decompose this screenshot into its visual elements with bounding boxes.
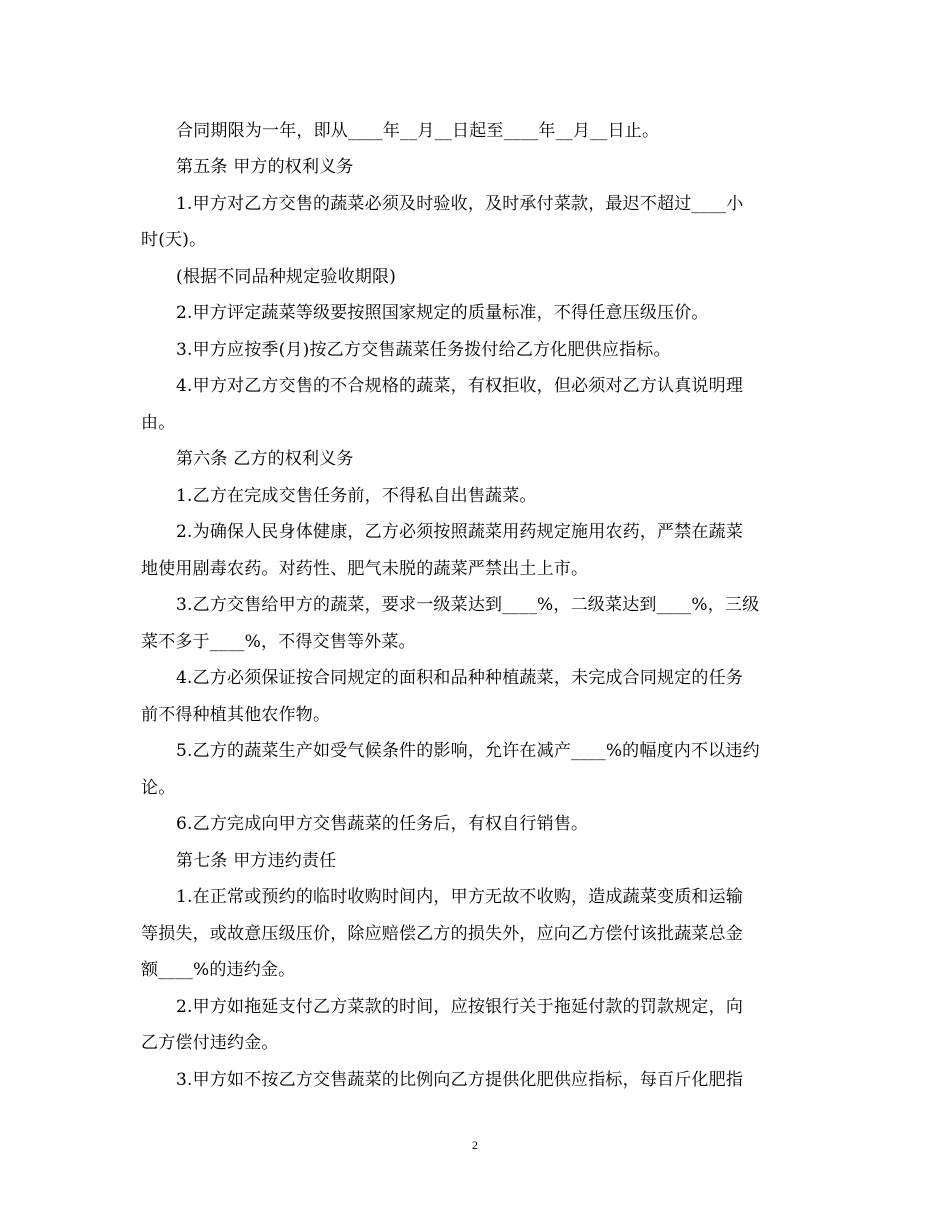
paragraph-line: 合同期限为一年，即从____年__月__日起至____年__月__日止。 — [176, 121, 660, 141]
paragraph-line: 2.甲方如拖延支付乙方菜款的时间，应按银行关于拖延付款的罚款规定，向 — [176, 997, 744, 1017]
paragraph-line: 2.甲方评定蔬菜等级要按照国家规定的质量标准，不得任意压级压价。 — [176, 303, 709, 323]
paragraph-line: 地使用剧毒农药。对药性、肥气未脱的蔬菜严禁出土上市。 — [141, 559, 589, 579]
section-heading: 第六条 乙方的权利义务 — [176, 449, 354, 469]
paragraph-line: 菜不多于____%，不得交售等外菜。 — [141, 632, 416, 652]
paragraph-line: 4.甲方对乙方交售的不合规格的蔬菜，有权拒收，但必须对乙方认真说明理 — [176, 376, 744, 396]
paragraph-line: 1.乙方在完成交售任务前，不得私自出售蔬菜。 — [176, 486, 537, 506]
paragraph-line: 3.乙方交售给甲方的蔬菜，要求一级菜达到____%，二级菜达到____%，三级 — [176, 595, 760, 615]
paragraph-line: 2.为确保人民身体健康，乙方必须按照蔬菜用药规定施用农药，严禁在蔬菜 — [176, 522, 744, 542]
paragraph-line: 由。 — [141, 413, 176, 433]
paragraph-line: 额____%的违约金。 — [141, 960, 296, 980]
paragraph-line: 1.在正常或预约的临时收购时间内，甲方无故不收购，造成蔬菜变质和运输 — [176, 887, 744, 907]
paragraph-line: 乙方偿付违约金。 — [141, 1033, 279, 1053]
paragraph-line: 论。 — [141, 778, 176, 798]
paragraph-line: 4.乙方必须保证按合同规定的面积和品种种植蔬菜，未完成合同规定的任务 — [176, 668, 744, 688]
page-number: 2 — [472, 1138, 478, 1152]
section-heading: 第七条 甲方违约责任 — [176, 851, 337, 871]
paragraph-line: 5.乙方的蔬菜生产如受气候条件的影响，允许在减产____%的幅度内不以违约 — [176, 741, 760, 761]
paragraph-line: 时(天)。 — [141, 230, 207, 250]
paragraph-line: 前不得种植其他农作物。 — [141, 705, 331, 725]
paragraph-line: (根据不同品种规定验收期限) — [176, 267, 397, 287]
paragraph-line: 1.甲方对乙方交售的蔬菜必须及时验收，及时承付菜款，最迟不超过____小 — [176, 194, 744, 214]
paragraph-line: 6.乙方完成向甲方交售蔬菜的任务后，有权自行销售。 — [176, 814, 589, 834]
paragraph-line: 等损失，或故意压级压价，除应赔偿乙方的损失外，应向乙方偿付该批蔬菜总金 — [141, 924, 743, 944]
paragraph-line: 3.甲方应按季(月)按乙方交售蔬菜任务拨付给乙方化肥供应指标。 — [176, 340, 671, 360]
paragraph-line: 3.甲方如不按乙方交售蔬菜的比例向乙方提供化肥供应指标，每百斤化肥指 — [176, 1070, 744, 1090]
section-heading: 第五条 甲方的权利义务 — [176, 157, 354, 177]
